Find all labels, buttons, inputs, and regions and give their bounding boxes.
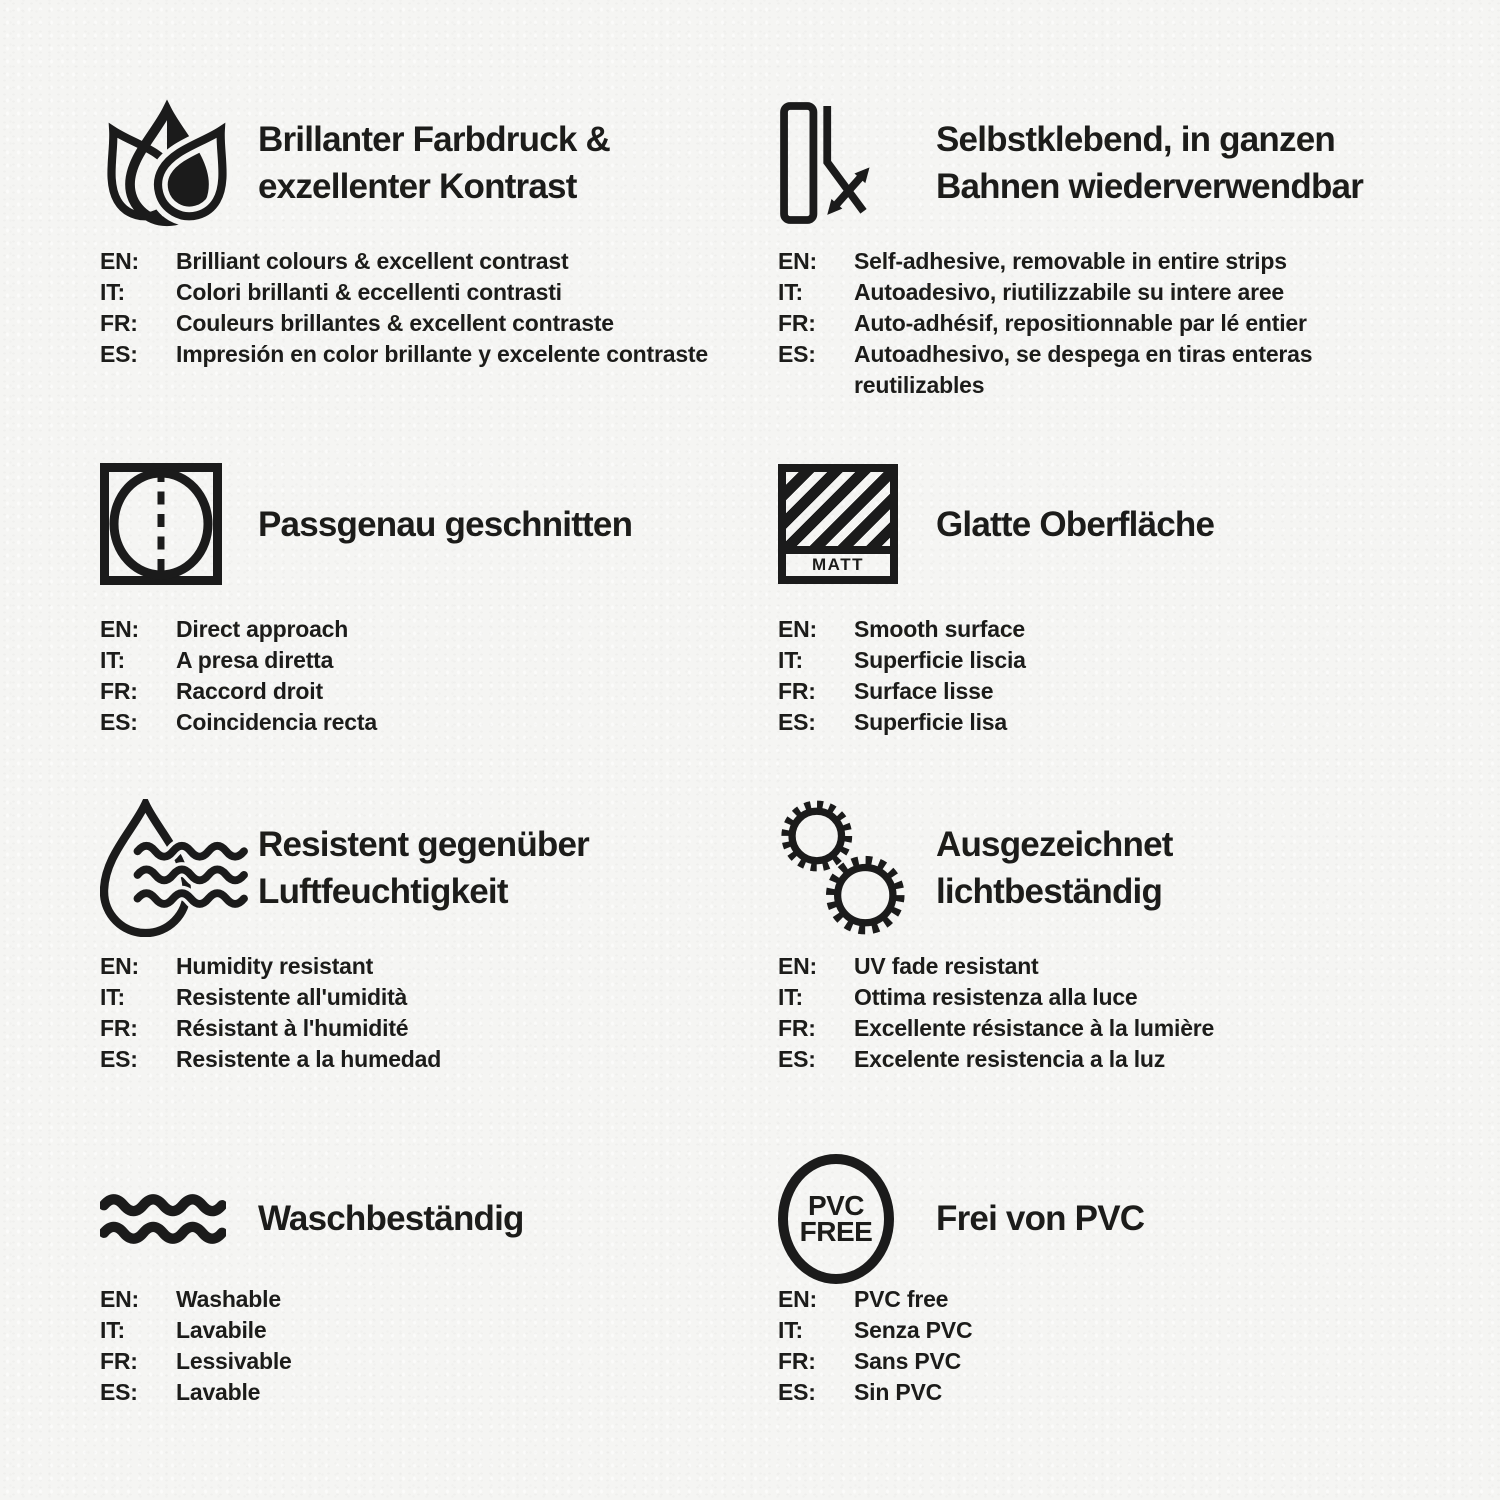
translation-lang-label: ES: xyxy=(778,709,816,735)
translation-text: Autoadhesivo, se despega en tiras enteras reutilizables xyxy=(854,341,1313,398)
feature-icon-box xyxy=(778,464,936,584)
translation-list xyxy=(778,246,1394,401)
translation-row xyxy=(778,951,1214,982)
translation-lang-label: EN: xyxy=(778,953,818,979)
feature-title xyxy=(936,821,1173,915)
translation-row xyxy=(100,1284,292,1315)
feature-icon-box xyxy=(100,799,258,937)
translation-list xyxy=(778,1284,972,1408)
feature-icon-box xyxy=(100,1193,258,1245)
translation-lang-label: IT: xyxy=(778,984,803,1010)
translation-text: Smooth surface xyxy=(854,616,1026,642)
translation-lang-label: IT: xyxy=(778,1317,803,1343)
pvc-badge-text: FREE xyxy=(799,1215,873,1247)
feature-title xyxy=(936,1195,1144,1242)
translation-text: Lavable xyxy=(176,1379,261,1405)
translation-lang-label: EN: xyxy=(100,1286,140,1312)
peel-off-strip-icon xyxy=(778,98,873,228)
feature-title xyxy=(258,1195,524,1242)
translation-row xyxy=(778,246,1394,277)
translation-lang-label: FR: xyxy=(100,310,138,336)
translation-row xyxy=(778,339,1394,401)
translation-row xyxy=(100,951,441,982)
translation-lang-label: FR: xyxy=(778,678,816,704)
translation-lang-label: ES: xyxy=(778,1046,816,1072)
feature-header xyxy=(100,800,760,935)
translation-text: Sin PVC xyxy=(854,1379,943,1405)
translation-text: Excelente resistencia a la luz xyxy=(854,1046,1166,1072)
feature-title xyxy=(258,501,632,548)
title-line: Passgenau geschnitten xyxy=(258,504,633,544)
translation-row xyxy=(100,982,441,1013)
feature-header xyxy=(100,1133,760,1286)
translation-lang-label: ES: xyxy=(778,1379,816,1405)
translation-text: Humidity resistant xyxy=(176,953,374,979)
feature-icon-box xyxy=(778,1154,936,1284)
translation-lang-label: IT: xyxy=(100,279,125,305)
translation-row xyxy=(778,707,1026,738)
feature-block xyxy=(100,800,760,1072)
translation-row xyxy=(100,1377,292,1408)
ink-drops-contrast-icon xyxy=(100,94,234,232)
title-line: Waschbeständig xyxy=(258,1199,524,1238)
translation-text: Surface lisse xyxy=(854,678,994,704)
translation-text: Self-adhesive, removable in entire strips xyxy=(854,248,1287,274)
translation-row xyxy=(100,645,377,676)
feature-header xyxy=(100,463,760,585)
pvc-free-badge-icon xyxy=(778,1154,894,1284)
translation-row xyxy=(778,277,1394,308)
title-line: exzellenter Kontrast xyxy=(258,166,577,206)
translation-row xyxy=(778,1346,972,1377)
translation-row xyxy=(778,614,1026,645)
translation-text: Raccord droit xyxy=(176,678,323,704)
translation-text: PVC free xyxy=(854,1286,949,1312)
translation-text: Superficie lisa xyxy=(854,709,1007,735)
title-line: Luftfeuchtigkeit xyxy=(258,871,508,911)
feature-block xyxy=(778,463,1438,735)
title-line: Ausgezeichnet xyxy=(936,824,1173,864)
translation-text: Auto-adhésif, repositionnable par lé entier xyxy=(854,310,1307,336)
title-line: Glatte Oberfläche xyxy=(936,504,1215,544)
title-line: lichtbeständig xyxy=(936,871,1163,911)
translation-row xyxy=(100,707,377,738)
title-line: Frei von PVC xyxy=(936,1199,1145,1238)
translation-lang-label: FR: xyxy=(100,678,138,704)
translation-text: Resistente all'umidità xyxy=(176,984,408,1010)
feature-icon-box xyxy=(100,94,258,232)
feature-header xyxy=(778,800,1438,935)
uv-resistant-gears-icon xyxy=(778,799,906,937)
translation-lang-label: FR: xyxy=(778,1348,816,1374)
translation-text: Direct approach xyxy=(176,616,349,642)
translation-lang-label: FR: xyxy=(778,310,816,336)
translation-text: Lessivable xyxy=(176,1348,292,1374)
translation-row xyxy=(100,308,708,339)
feature-block xyxy=(778,1133,1438,1405)
matt-surface-icon xyxy=(778,464,898,584)
translation-row xyxy=(778,1377,972,1408)
translation-row xyxy=(100,614,377,645)
translation-text: Sans PVC xyxy=(854,1348,962,1374)
translation-row xyxy=(778,1315,972,1346)
feature-header xyxy=(778,95,1438,230)
translation-list xyxy=(100,1284,292,1408)
diagonal-stripes xyxy=(786,472,890,546)
translation-lang-label: EN: xyxy=(100,248,140,274)
feature-block xyxy=(100,95,760,367)
feature-title xyxy=(936,501,1214,548)
feature-title xyxy=(936,116,1363,210)
translation-text: Excellente résistance à la lumière xyxy=(854,1015,1215,1041)
translation-text: Ottima resistenza alla luce xyxy=(854,984,1138,1010)
translation-list xyxy=(778,951,1214,1075)
translation-lang-label: IT: xyxy=(100,984,125,1010)
feature-header xyxy=(778,463,1438,585)
translation-text: Superficie liscia xyxy=(854,647,1026,673)
translation-lang-label: ES: xyxy=(100,1379,138,1405)
translation-row xyxy=(778,676,1026,707)
feature-header xyxy=(100,95,760,230)
translation-lang-label: ES: xyxy=(100,709,138,735)
matt-label: MATT xyxy=(786,546,890,576)
translation-row xyxy=(778,645,1026,676)
feature-block xyxy=(100,463,760,735)
translation-lang-label: IT: xyxy=(100,647,125,673)
feature-title xyxy=(258,116,610,210)
translation-row xyxy=(100,1013,441,1044)
translation-text: Resistente a la humedad xyxy=(176,1046,442,1072)
translation-lang-label: EN: xyxy=(778,248,818,274)
translation-lang-label: ES: xyxy=(100,1046,138,1072)
feature-header xyxy=(778,1133,1438,1286)
translation-row xyxy=(778,308,1394,339)
translation-lang-label: ES: xyxy=(100,341,138,367)
translation-row xyxy=(100,1044,441,1075)
translation-lang-label: EN: xyxy=(100,616,140,642)
translation-text: Couleurs brillantes & excellent contraste xyxy=(176,310,614,336)
translation-lang-label: EN: xyxy=(100,953,140,979)
translation-list xyxy=(778,614,1026,738)
translation-lang-label: EN: xyxy=(778,616,818,642)
translation-text: A presa diretta xyxy=(176,647,334,673)
translation-text: Impresión en color brillante y excelente contraste xyxy=(176,341,708,367)
wash-waves-icon xyxy=(100,1193,226,1245)
translation-lang-label: IT: xyxy=(778,647,803,673)
translation-lang-label: IT: xyxy=(100,1317,125,1343)
translation-text: Résistant à l'humidité xyxy=(176,1015,409,1041)
translation-row xyxy=(778,982,1214,1013)
translation-lang-label: FR: xyxy=(100,1015,138,1041)
translation-text: Coincidencia recta xyxy=(176,709,377,735)
translation-text: UV fade resistant xyxy=(854,953,1039,979)
translation-lang-label: FR: xyxy=(778,1015,816,1041)
title-line: Brillanter Farbdruck & xyxy=(258,119,610,159)
translation-row xyxy=(100,1346,292,1377)
translation-lang-label: ES: xyxy=(778,341,816,367)
translation-text: Lavabile xyxy=(176,1317,267,1343)
translation-row xyxy=(778,1044,1214,1075)
translation-list xyxy=(100,246,708,370)
feature-block xyxy=(100,1133,760,1405)
translation-lang-label: EN: xyxy=(778,1286,818,1312)
translation-text: Washable xyxy=(176,1286,281,1312)
title-line: Resistent gegenüber xyxy=(258,824,589,864)
pvc-badge-text: PVC xyxy=(807,1189,865,1221)
translation-row xyxy=(100,1315,292,1346)
translation-lang-label: IT: xyxy=(778,279,803,305)
feature-icon-box xyxy=(778,98,936,228)
title-line: Selbstklebend, in ganzen xyxy=(936,119,1335,159)
translation-row xyxy=(100,339,708,370)
translation-row xyxy=(100,277,708,308)
translation-lang-label: FR: xyxy=(100,1348,138,1374)
title-line: Bahnen wiederverwendbar xyxy=(936,166,1364,206)
feature-icon-box xyxy=(100,463,258,585)
feature-block xyxy=(778,95,1438,398)
translation-list xyxy=(100,951,441,1075)
feature-block xyxy=(778,800,1438,1072)
translation-row xyxy=(778,1284,972,1315)
translation-row xyxy=(100,246,708,277)
translation-list xyxy=(100,614,377,738)
feature-icon-box xyxy=(778,799,936,937)
translation-row xyxy=(778,1013,1214,1044)
humidity-drop-icon xyxy=(100,799,248,937)
translation-text: Autoadesivo, riutilizzabile su intere aree xyxy=(854,279,1285,305)
translation-text: Colori brillanti & eccellenti contrasti xyxy=(176,279,562,305)
precise-cut-icon xyxy=(100,463,222,585)
feature-title xyxy=(258,821,589,915)
translation-row xyxy=(100,676,377,707)
translation-text: Senza PVC xyxy=(854,1317,973,1343)
translation-text: Brilliant colours & excellent contrast xyxy=(176,248,569,274)
